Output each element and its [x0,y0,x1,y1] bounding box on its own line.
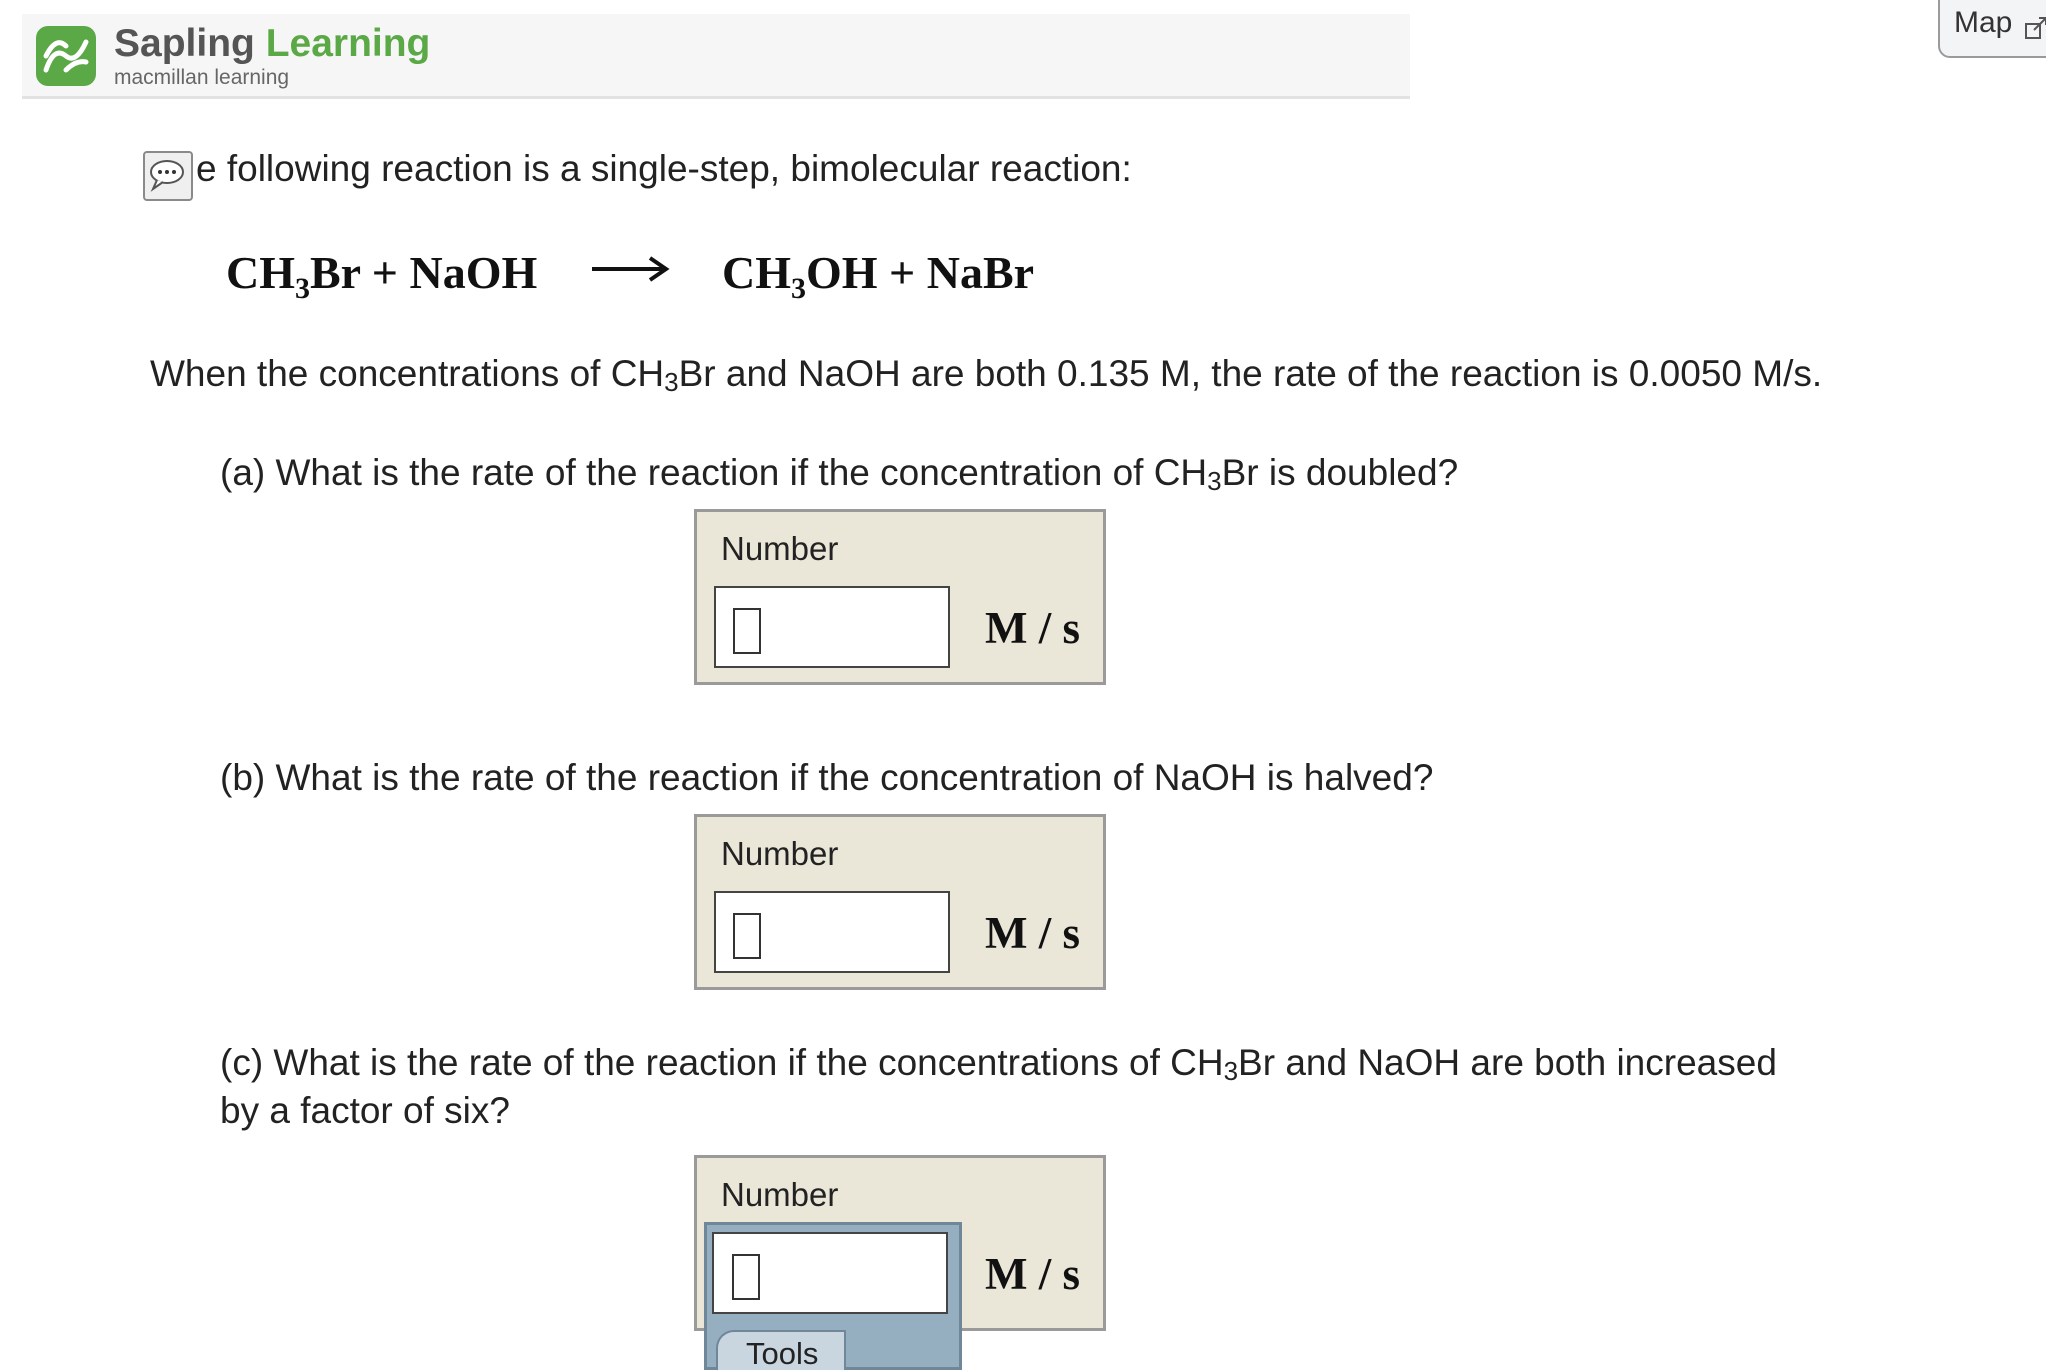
qc-part2: Br and NaOH are both increased [1238,1042,1777,1083]
eq-right-a: CH [722,247,791,298]
eq-left-a: CH [226,247,295,298]
qa-part2: Br is doubled? [1221,452,1459,493]
unit-b: M / s [985,908,1080,958]
sapling-logo-icon [36,26,96,86]
qa-part1: (a) What is the rate of the reaction if the concentration of CH [220,452,1208,493]
equation-reactants [226,246,537,306]
input-cursor-c [732,1254,760,1300]
conc-part2: Br and NaOH are both 0.135 M, the rate of the reaction is 0.0050 M/s. [678,353,1823,394]
input-cursor-b [733,913,761,959]
answer-box-b [694,814,1106,990]
answer-label-a: Number [721,530,839,567]
answer-box-a [694,509,1106,685]
unit-c: M / s [985,1249,1080,1299]
eq-left-b: Br + NaOH [310,247,538,298]
problem-intro: e following reaction is a single-step, bimolecular reaction: [196,148,1132,189]
input-cursor-a [733,608,761,654]
map-label: Map [1954,6,2013,39]
reaction-arrow-icon [590,254,670,284]
question-a [220,452,1458,497]
map-button[interactable] [1938,0,2046,58]
brand-subtitle: macmillan learning [114,66,290,89]
brand-title [114,22,430,66]
qc-part1: (c) What is the rate of the reaction if the concentrations of CH [220,1042,1224,1083]
equation-products [722,246,1034,306]
qc-sub: 3 [1223,1056,1239,1086]
question-b: (b) What is the rate of the reaction if the concentration of NaOH is halved? [220,757,1434,798]
unit-a: M / s [985,603,1080,653]
answer-label-c: Number [721,1176,839,1213]
conc-sub: 3 [664,367,679,397]
qa-sub: 3 [1207,466,1222,496]
answer-label-b: Number [721,835,839,872]
concentration-statement [150,353,1822,398]
brand-word-learning: Learning [265,22,431,65]
eq-right-b: OH + NaBr [806,247,1035,298]
question-c-line2: by a factor of six? [220,1090,510,1131]
app-header [22,14,1410,99]
eq-right-sub: 3 [791,272,806,305]
conc-part1: When the concentrations of CH [150,353,665,394]
hint-speech-bubble-icon[interactable] [143,151,193,201]
external-link-icon [2024,16,2046,50]
brand-word-sapling: Sapling [114,22,255,65]
question-c-line1 [220,1042,1777,1087]
eq-left-sub: 3 [295,272,310,305]
tools-tab[interactable]: Tools [716,1330,846,1370]
